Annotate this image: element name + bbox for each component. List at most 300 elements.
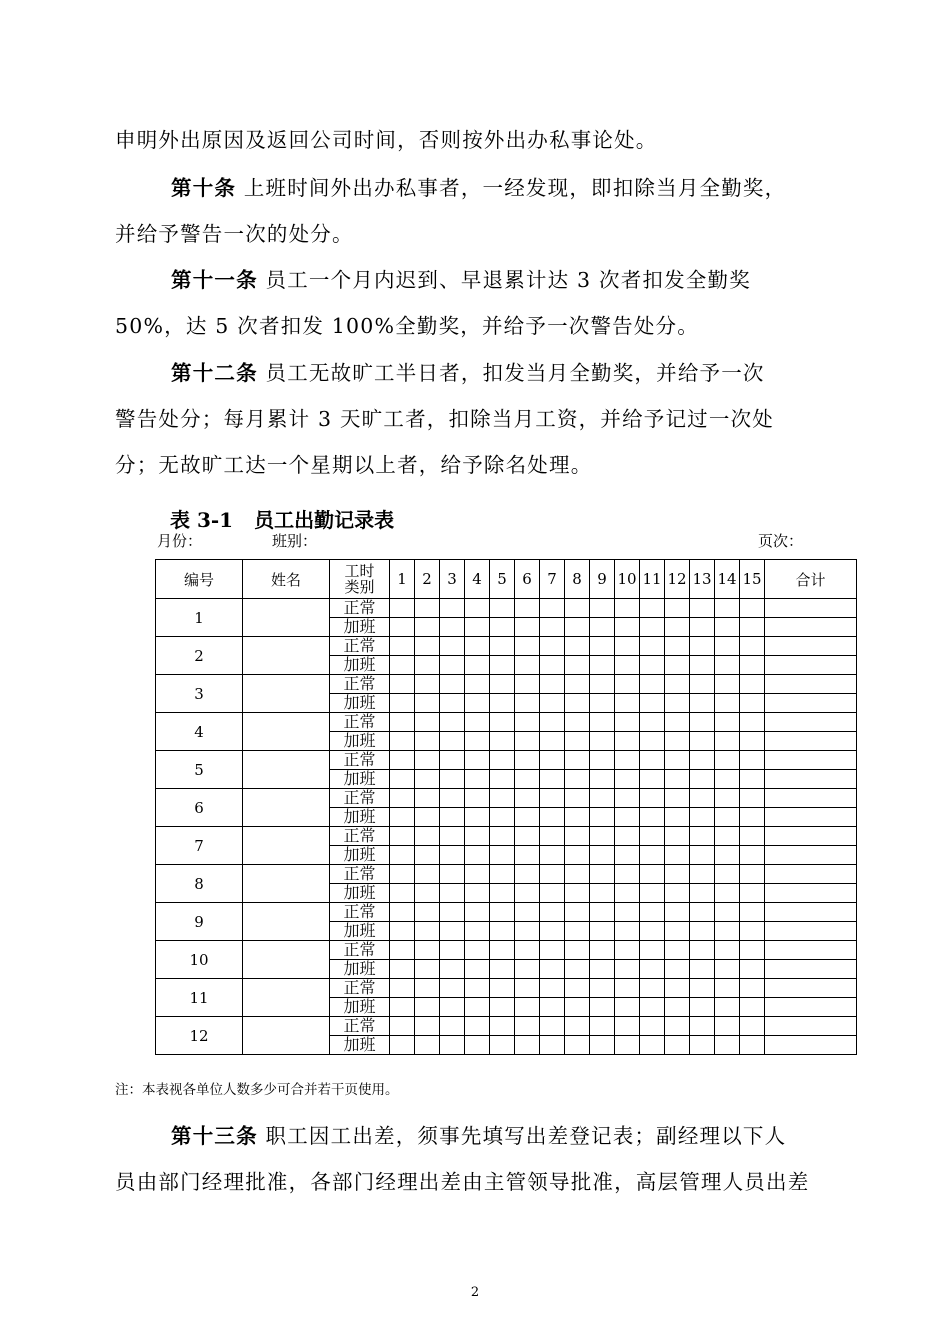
day-cell bbox=[690, 789, 715, 808]
day-cell bbox=[565, 979, 590, 998]
day-cell bbox=[665, 599, 690, 618]
hours-type-cell: 正常 bbox=[330, 599, 390, 618]
day-cell bbox=[515, 789, 540, 808]
day-cell bbox=[665, 865, 690, 884]
day-cell bbox=[540, 770, 565, 789]
day-cell bbox=[615, 827, 640, 846]
employee-name-cell bbox=[243, 637, 330, 675]
day-cell bbox=[490, 922, 515, 941]
day-cell bbox=[490, 884, 515, 903]
day-cell bbox=[565, 846, 590, 865]
day-cell bbox=[440, 675, 465, 694]
day-cell bbox=[690, 922, 715, 941]
day-cell bbox=[415, 694, 440, 713]
day-cell bbox=[615, 979, 640, 998]
table-row bbox=[156, 751, 857, 770]
day-cell bbox=[665, 751, 690, 770]
day-cell bbox=[415, 789, 440, 808]
day-cell bbox=[440, 789, 465, 808]
table-row bbox=[156, 599, 857, 618]
day-cell bbox=[440, 732, 465, 751]
day-cell bbox=[740, 656, 765, 675]
day-cell bbox=[740, 998, 765, 1017]
day-cell bbox=[515, 827, 540, 846]
article-12: 第十二条 员工无故旷工半日者，扣发当月全勤奖，并给予一次 bbox=[171, 361, 765, 385]
day-cell bbox=[440, 884, 465, 903]
day-cell bbox=[490, 770, 515, 789]
day-cell bbox=[515, 884, 540, 903]
day-cell bbox=[490, 865, 515, 884]
day-cell bbox=[690, 637, 715, 656]
attendance-table bbox=[155, 559, 857, 1055]
day-cell bbox=[640, 1017, 665, 1036]
day-cell bbox=[540, 827, 565, 846]
day-cell bbox=[665, 713, 690, 732]
article-12-line3: 分；无故旷工达一个星期以上者，给予除名处理。 bbox=[115, 453, 593, 477]
day-cell bbox=[390, 808, 415, 827]
day-cell bbox=[565, 884, 590, 903]
header-day: 3 bbox=[440, 560, 465, 599]
day-cell bbox=[640, 808, 665, 827]
day-cell bbox=[740, 960, 765, 979]
day-cell bbox=[690, 732, 715, 751]
day-cell bbox=[590, 694, 615, 713]
day-cell bbox=[415, 808, 440, 827]
day-cell bbox=[615, 618, 640, 637]
day-cell bbox=[440, 1036, 465, 1055]
table-row bbox=[156, 903, 857, 922]
hours-type-cell: 正常 bbox=[330, 713, 390, 732]
day-cell bbox=[565, 1017, 590, 1036]
total-cell bbox=[765, 637, 857, 656]
day-cell bbox=[415, 732, 440, 751]
total-cell bbox=[765, 865, 857, 884]
day-cell bbox=[715, 656, 740, 675]
day-cell bbox=[615, 637, 640, 656]
day-cell bbox=[740, 884, 765, 903]
day-cell bbox=[440, 599, 465, 618]
day-cell bbox=[440, 903, 465, 922]
day-cell bbox=[440, 865, 465, 884]
header-day: 13 bbox=[690, 560, 715, 599]
header-name: 姓名 bbox=[243, 560, 330, 599]
day-cell bbox=[465, 903, 490, 922]
day-cell bbox=[490, 1036, 515, 1055]
day-cell bbox=[465, 770, 490, 789]
header-total: 合计 bbox=[765, 560, 857, 599]
day-cell bbox=[615, 903, 640, 922]
day-cell bbox=[615, 770, 640, 789]
day-cell bbox=[715, 751, 740, 770]
day-cell bbox=[565, 675, 590, 694]
total-cell bbox=[765, 694, 857, 713]
employee-name-cell bbox=[243, 713, 330, 751]
day-cell bbox=[740, 694, 765, 713]
day-cell bbox=[565, 865, 590, 884]
employee-id-cell: 2 bbox=[156, 637, 243, 675]
total-cell bbox=[765, 808, 857, 827]
hours-type-cell: 加班 bbox=[330, 618, 390, 637]
day-cell bbox=[540, 884, 565, 903]
day-cell bbox=[565, 808, 590, 827]
day-cell bbox=[465, 751, 490, 770]
total-cell bbox=[765, 713, 857, 732]
day-cell bbox=[515, 808, 540, 827]
day-cell bbox=[690, 675, 715, 694]
day-cell bbox=[465, 941, 490, 960]
day-cell bbox=[390, 656, 415, 675]
total-cell bbox=[765, 941, 857, 960]
hours-type-cell: 加班 bbox=[330, 656, 390, 675]
day-cell bbox=[440, 846, 465, 865]
day-cell bbox=[715, 884, 740, 903]
day-cell bbox=[415, 960, 440, 979]
day-cell bbox=[415, 941, 440, 960]
day-cell bbox=[390, 865, 415, 884]
employee-name-cell bbox=[243, 1017, 330, 1055]
hours-type-cell: 正常 bbox=[330, 979, 390, 998]
table-row bbox=[156, 979, 857, 998]
day-cell bbox=[690, 903, 715, 922]
day-cell bbox=[515, 694, 540, 713]
total-cell bbox=[765, 1017, 857, 1036]
day-cell bbox=[590, 751, 615, 770]
day-cell bbox=[715, 599, 740, 618]
day-cell bbox=[540, 732, 565, 751]
day-cell bbox=[640, 599, 665, 618]
article-13: 第十三条 职工因工出差，须事先填写出差登记表；副经理以下人 bbox=[171, 1124, 787, 1148]
day-cell bbox=[740, 827, 765, 846]
day-cell bbox=[490, 618, 515, 637]
page-label: 页次： bbox=[758, 532, 804, 550]
day-cell bbox=[640, 941, 665, 960]
paragraph-continuation: 申明外出原因及返回公司时间，否则按外出办私事论处。 bbox=[115, 128, 658, 152]
hours-type-cell: 加班 bbox=[330, 732, 390, 751]
day-cell bbox=[690, 846, 715, 865]
day-cell bbox=[540, 998, 565, 1017]
day-cell bbox=[540, 618, 565, 637]
day-cell bbox=[615, 1036, 640, 1055]
day-cell bbox=[590, 789, 615, 808]
day-cell bbox=[415, 637, 440, 656]
day-cell bbox=[390, 922, 415, 941]
day-cell bbox=[590, 846, 615, 865]
employee-name-cell bbox=[243, 827, 330, 865]
day-cell bbox=[565, 599, 590, 618]
day-cell bbox=[540, 1036, 565, 1055]
day-cell bbox=[715, 637, 740, 656]
day-cell bbox=[415, 827, 440, 846]
day-cell bbox=[590, 941, 615, 960]
day-cell bbox=[690, 979, 715, 998]
hours-type-cell: 正常 bbox=[330, 751, 390, 770]
day-cell bbox=[740, 732, 765, 751]
day-cell bbox=[415, 1036, 440, 1055]
day-cell bbox=[665, 1017, 690, 1036]
day-cell bbox=[615, 846, 640, 865]
day-cell bbox=[565, 1036, 590, 1055]
day-cell bbox=[665, 998, 690, 1017]
article-12-line2: 警告处分；每月累计 3 天旷工者，扣除当月工资，并给予记过一次处 bbox=[115, 407, 774, 431]
hours-type-cell: 加班 bbox=[330, 846, 390, 865]
day-cell bbox=[740, 903, 765, 922]
day-cell bbox=[590, 618, 615, 637]
day-cell bbox=[440, 751, 465, 770]
day-cell bbox=[440, 694, 465, 713]
day-cell bbox=[540, 637, 565, 656]
day-cell bbox=[465, 732, 490, 751]
day-cell bbox=[540, 941, 565, 960]
day-cell bbox=[665, 675, 690, 694]
day-cell bbox=[440, 713, 465, 732]
day-cell bbox=[690, 599, 715, 618]
day-cell bbox=[590, 713, 615, 732]
day-cell bbox=[390, 1036, 415, 1055]
day-cell bbox=[640, 770, 665, 789]
day-cell bbox=[440, 656, 465, 675]
day-cell bbox=[640, 884, 665, 903]
day-cell bbox=[590, 903, 615, 922]
day-cell bbox=[740, 979, 765, 998]
day-cell bbox=[490, 827, 515, 846]
day-cell bbox=[490, 903, 515, 922]
day-cell bbox=[665, 941, 690, 960]
day-cell bbox=[465, 979, 490, 998]
employee-id-cell: 9 bbox=[156, 903, 243, 941]
day-cell bbox=[590, 656, 615, 675]
day-cell bbox=[615, 694, 640, 713]
article-10-title: 第十条 bbox=[171, 176, 237, 200]
hours-type-cell: 正常 bbox=[330, 827, 390, 846]
day-cell bbox=[740, 751, 765, 770]
day-cell bbox=[440, 979, 465, 998]
day-cell bbox=[740, 637, 765, 656]
day-cell bbox=[465, 808, 490, 827]
day-cell bbox=[515, 713, 540, 732]
day-cell bbox=[740, 1036, 765, 1055]
day-cell bbox=[415, 770, 440, 789]
employee-name-cell bbox=[243, 751, 330, 789]
day-cell bbox=[640, 846, 665, 865]
day-cell bbox=[615, 675, 640, 694]
day-cell bbox=[565, 998, 590, 1017]
day-cell bbox=[640, 903, 665, 922]
day-cell bbox=[540, 599, 565, 618]
total-cell bbox=[765, 770, 857, 789]
day-cell bbox=[690, 694, 715, 713]
day-cell bbox=[640, 656, 665, 675]
hours-type-cell: 加班 bbox=[330, 808, 390, 827]
day-cell bbox=[490, 1017, 515, 1036]
total-cell bbox=[765, 751, 857, 770]
day-cell bbox=[640, 732, 665, 751]
day-cell bbox=[490, 637, 515, 656]
day-cell bbox=[565, 732, 590, 751]
day-cell bbox=[490, 846, 515, 865]
employee-id-cell: 5 bbox=[156, 751, 243, 789]
day-cell bbox=[715, 865, 740, 884]
day-cell bbox=[640, 865, 665, 884]
day-cell bbox=[590, 865, 615, 884]
header-id: 编号 bbox=[156, 560, 243, 599]
day-cell bbox=[715, 846, 740, 865]
day-cell bbox=[640, 618, 665, 637]
day-cell bbox=[465, 960, 490, 979]
day-cell bbox=[715, 732, 740, 751]
day-cell bbox=[565, 941, 590, 960]
day-cell bbox=[440, 998, 465, 1017]
day-cell bbox=[440, 770, 465, 789]
day-cell bbox=[390, 770, 415, 789]
day-cell bbox=[740, 846, 765, 865]
day-cell bbox=[490, 808, 515, 827]
day-cell bbox=[640, 713, 665, 732]
day-cell bbox=[690, 713, 715, 732]
day-cell bbox=[540, 903, 565, 922]
article-13-line2: 员由部门经理批准，各部门经理出差由主管领导批准，高层管理人员出差 bbox=[115, 1170, 810, 1194]
day-cell bbox=[690, 998, 715, 1017]
header-day: 6 bbox=[515, 560, 540, 599]
day-cell bbox=[465, 922, 490, 941]
day-cell bbox=[640, 1036, 665, 1055]
table-header-row bbox=[156, 560, 857, 599]
header-day: 10 bbox=[615, 560, 640, 599]
employee-id-cell: 6 bbox=[156, 789, 243, 827]
hours-type-cell: 加班 bbox=[330, 770, 390, 789]
day-cell bbox=[515, 865, 540, 884]
employee-name-cell bbox=[243, 979, 330, 1017]
day-cell bbox=[415, 618, 440, 637]
day-cell bbox=[390, 903, 415, 922]
day-cell bbox=[465, 599, 490, 618]
day-cell bbox=[415, 884, 440, 903]
article-10: 第十条 上班时间外出办私事者，一经发现，即扣除当月全勤奖， bbox=[171, 176, 787, 200]
header-day: 8 bbox=[565, 560, 590, 599]
total-cell bbox=[765, 960, 857, 979]
header-day: 4 bbox=[465, 560, 490, 599]
day-cell bbox=[565, 751, 590, 770]
total-cell bbox=[765, 979, 857, 998]
table-title: 员工出勤记录表 bbox=[254, 508, 395, 532]
day-cell bbox=[465, 884, 490, 903]
table-row bbox=[156, 713, 857, 732]
day-cell bbox=[440, 618, 465, 637]
employee-id-cell: 11 bbox=[156, 979, 243, 1017]
shift-label: 班别： bbox=[272, 532, 318, 550]
day-cell bbox=[590, 1036, 615, 1055]
day-cell bbox=[715, 941, 740, 960]
day-cell bbox=[415, 846, 440, 865]
day-cell bbox=[390, 599, 415, 618]
day-cell bbox=[615, 751, 640, 770]
total-cell bbox=[765, 618, 857, 637]
employee-id-cell: 3 bbox=[156, 675, 243, 713]
day-cell bbox=[415, 656, 440, 675]
day-cell bbox=[640, 751, 665, 770]
day-cell bbox=[590, 675, 615, 694]
day-cell bbox=[740, 713, 765, 732]
day-cell bbox=[690, 884, 715, 903]
day-cell bbox=[465, 637, 490, 656]
day-cell bbox=[540, 789, 565, 808]
day-cell bbox=[590, 637, 615, 656]
table-number: 表 3-1 bbox=[170, 508, 234, 532]
total-cell bbox=[765, 1036, 857, 1055]
day-cell bbox=[390, 713, 415, 732]
day-cell bbox=[515, 1036, 540, 1055]
day-cell bbox=[540, 1017, 565, 1036]
day-cell bbox=[615, 713, 640, 732]
day-cell bbox=[415, 751, 440, 770]
article-10-line2: 并给予警告一次的处分。 bbox=[115, 222, 354, 246]
hours-type-cell: 正常 bbox=[330, 865, 390, 884]
day-cell bbox=[740, 922, 765, 941]
day-cell bbox=[665, 789, 690, 808]
day-cell bbox=[640, 694, 665, 713]
total-cell bbox=[765, 998, 857, 1017]
day-cell bbox=[590, 827, 615, 846]
day-cell bbox=[740, 599, 765, 618]
day-cell bbox=[465, 789, 490, 808]
day-cell bbox=[640, 979, 665, 998]
hours-type-cell: 正常 bbox=[330, 1017, 390, 1036]
header-day: 14 bbox=[715, 560, 740, 599]
employee-id-cell: 10 bbox=[156, 941, 243, 979]
day-cell bbox=[715, 713, 740, 732]
day-cell bbox=[740, 1017, 765, 1036]
day-cell bbox=[540, 713, 565, 732]
total-cell bbox=[765, 846, 857, 865]
day-cell bbox=[665, 827, 690, 846]
day-cell bbox=[640, 998, 665, 1017]
day-cell bbox=[515, 1017, 540, 1036]
day-cell bbox=[515, 960, 540, 979]
table-row bbox=[156, 827, 857, 846]
day-cell bbox=[540, 675, 565, 694]
day-cell bbox=[565, 960, 590, 979]
day-cell bbox=[565, 827, 590, 846]
day-cell bbox=[465, 865, 490, 884]
day-cell bbox=[715, 675, 740, 694]
day-cell bbox=[490, 979, 515, 998]
month-label: 月份： bbox=[157, 532, 203, 550]
day-cell bbox=[665, 960, 690, 979]
article-11: 第十一条 员工一个月内迟到、早退累计达 3 次者扣发全勤奖 bbox=[171, 268, 751, 292]
day-cell bbox=[515, 770, 540, 789]
day-cell bbox=[665, 979, 690, 998]
day-cell bbox=[690, 1036, 715, 1055]
day-cell bbox=[515, 732, 540, 751]
day-cell bbox=[565, 618, 590, 637]
article-12-title: 第十二条 bbox=[171, 361, 258, 385]
day-cell bbox=[490, 998, 515, 1017]
header-day: 1 bbox=[390, 560, 415, 599]
day-cell bbox=[540, 751, 565, 770]
day-cell bbox=[715, 808, 740, 827]
day-cell bbox=[565, 713, 590, 732]
day-cell bbox=[390, 846, 415, 865]
day-cell bbox=[490, 713, 515, 732]
day-cell bbox=[665, 922, 690, 941]
day-cell bbox=[515, 903, 540, 922]
day-cell bbox=[565, 789, 590, 808]
article-11-line2: 50%，达 5 次者扣发 100%全勤奖，并给予一次警告处分。 bbox=[115, 314, 699, 338]
day-cell bbox=[565, 656, 590, 675]
day-cell bbox=[615, 656, 640, 675]
day-cell bbox=[690, 770, 715, 789]
total-cell bbox=[765, 656, 857, 675]
day-cell bbox=[390, 618, 415, 637]
